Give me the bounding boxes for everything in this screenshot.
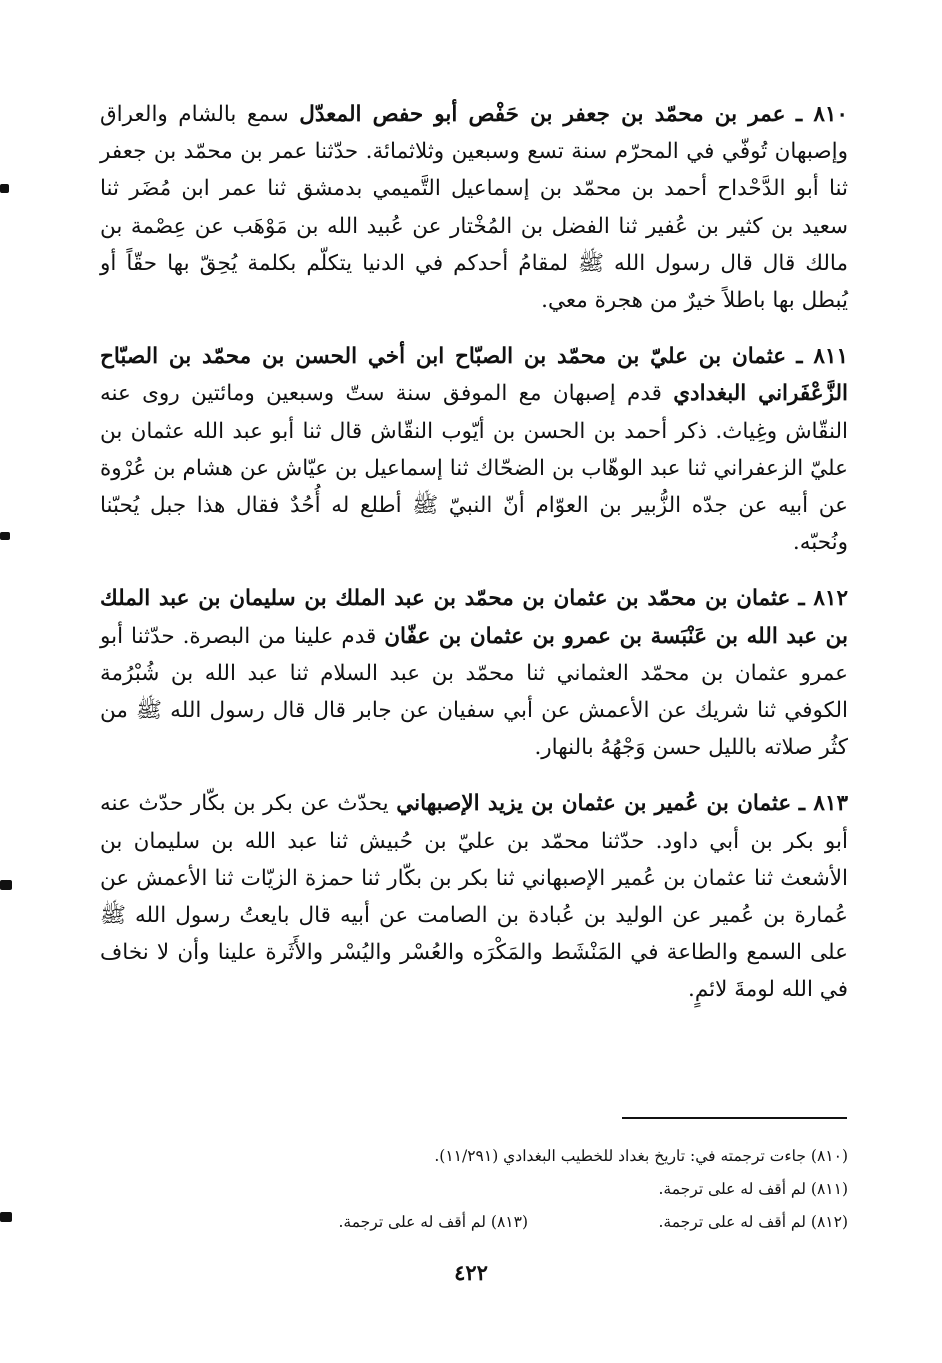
entry-813 (100, 785, 848, 1008)
entry-number: ٨١٣ ـ (798, 791, 848, 817)
page-number: ٤٢٢ (454, 1260, 488, 1285)
footnote-813: (٨١٣) لم أقف له على ترجمة. (338, 1213, 528, 1231)
footnote-divider (622, 1117, 847, 1119)
entry-810 (100, 96, 848, 319)
entry-number: ٨١٢ ـ (798, 586, 848, 612)
entry-811 (100, 338, 848, 561)
scan-edge-mark (0, 1212, 12, 1222)
entry-heading: عثمان بن محمّد بن عثمان بن محمّد بن عبد الملك بن سليمان بن عبد الملك بن عبد الله بن عَنْبَسة بن عمرو بن عثمان بن عفّان (100, 586, 848, 649)
footnotes (100, 1140, 848, 1239)
entry-text: قدم إصبهان مع الموفق سنة ستّ وسبعين ومائتين روى عنه النقّاش وغِياث. ذكر أحمد بن الحسن بن أيّوب النقّاش قال ثنا أبو عبد الله عثمان بن عليّ الزعفراني ثنا عبد الوهّاب بن الضحّاك ثنا إسماعيل بن عيّاش عن هشام بن عُرْوة عن أبيه عن جدّه الزُّبير بن العوّام أنّ النبيّ ﷺ أطلع له أُحُدٌ فقال هذا جبل يُحبّنا ونُحبّه. (100, 381, 849, 556)
scan-edge-mark (0, 184, 9, 193)
entry-heading: عمر بن محمّد بن جعفر بن حَفْص أبو حفص المعدّل (299, 102, 786, 127)
scan-edge-mark (0, 880, 12, 890)
entry-heading: عثمان بن عليّ بن محمّد بن الصبّاح ابن أخي الحسن بن محمّد بن الصبّاح الزَّعْفَراني البغدادي (100, 344, 848, 407)
entry-text: سمع بالشام والعراق وإصبهان تُوفّي في المحرّم سنة تسع وسبعين وثلاثمائة. حدّثنا عمر بن محمّد بن جعفر ثنا أبو الدَّحْداح أحمد بن محمّد بن إسماعيل التَّميمي بدمشق ثنا عمر ابن مُضَر ثنا سعيد بن كثير بن عُفير ثنا الفضل بن المُخْتار عن عُبيد الله بن مَوْهَب عن عِصْمة بن مالك قال قال رسول الله ﷺ لمقامُ أحدكم في الدنيا يتكلّم بكلمة يُحِقّ بها حقّاً أو يُبطل بها باطلاً خيرٌ من هجرة معي. (100, 102, 848, 314)
main-text (100, 96, 848, 1028)
entry-812 (100, 580, 848, 766)
footnote-811: (٨١١) لم أقف له على ترجمة. (658, 1180, 848, 1198)
entry-heading: عثمان بن عُمير بن عثمان بن يزيد الإصبهاني (396, 791, 792, 817)
footnote-812: (٨١٢) لم أقف له على ترجمة. (658, 1213, 848, 1231)
footnote-810: (٨١٠) جاءت ترجمته في: تاريخ بغداد للخطيب البغدادي (١١/٢٩١). (434, 1147, 848, 1165)
footnote-row (100, 1206, 848, 1239)
entry-number: ٨١١ ـ (796, 344, 848, 370)
entry-number: ٨١٠ ـ (795, 102, 848, 127)
scan-edge-mark (0, 532, 10, 540)
entry-text: يحدّث عن بكر بن بكّار حدّث عنه أبو بكر بن أبي داود. حدّثنا محمّد بن عليّ بن حُبيش ثنا عبد الله بن سليمان بن الأشعث ثنا عثمان بن عُمير الإصبهاني ثنا بكر بن بكّار ثنا حمزة الزيّات ثنا الأعمش عن عُمارة بن عُمير عن الوليد بن عُبادة بن الصامت عن أبيه قال بايعتُ رسول الله ﷺ على السمع والطاعة في المَنْشَط والمَكْرَه والعُسْر واليُسْر والأَثَرة علينا وأن لا نخاف في الله لومةَ لائمٍ. (100, 791, 848, 1003)
entry-text: قدم علينا من البصرة. حدّثنا أبو عمرو عثمان بن محمّد العثماني ثنا محمّد بن عبد السلام ثنا عبد الله بن شُبْرُمة الكوفي ثنا شريك عن الأعمش عن أبي سفيان عن جابر قال قال رسول الله ﷺ من كثُر صلاته بالليل حسن وَجْهُهُ بالنهار. (100, 623, 848, 761)
